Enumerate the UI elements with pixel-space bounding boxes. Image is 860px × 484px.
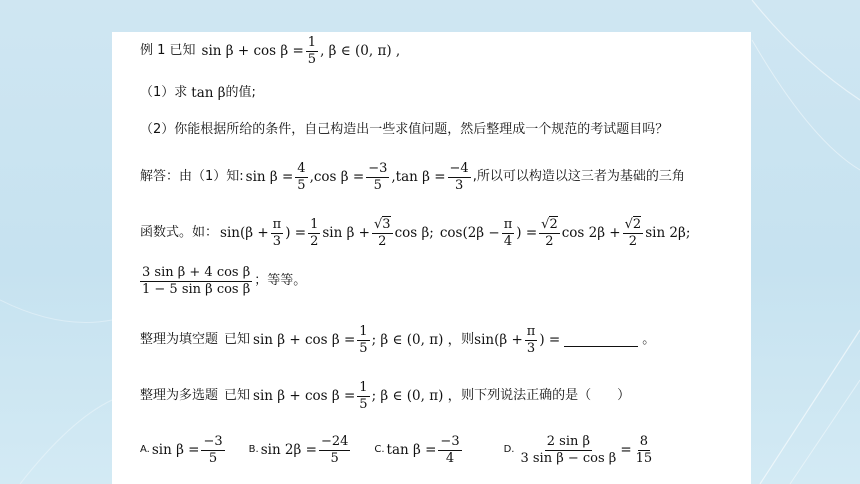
solution-cos-lhs: ,cos β = xyxy=(309,169,365,186)
fill-blank-ask-rhs: ) = xyxy=(539,332,561,349)
part-1-label: （1）求 xyxy=(140,85,188,100)
answer-blank[interactable] xyxy=(564,334,638,347)
example-fraction-denominator: 5 xyxy=(307,51,317,67)
solution-line xyxy=(140,162,685,192)
option-d-equals: = xyxy=(620,442,632,459)
multi-choice-cond-numerator: 1 xyxy=(359,380,368,395)
option-a-label: A. xyxy=(140,444,150,456)
solution-tan-lhs: ,tan β = xyxy=(391,169,446,186)
expr2-pi-denominator: 4 xyxy=(503,233,513,249)
fill-blank-ask-numerator: π xyxy=(526,324,536,339)
example-fraction xyxy=(306,36,318,66)
option-a[interactable] xyxy=(140,435,227,465)
option-c-lhs: tan β = xyxy=(386,442,437,459)
option-d-lhs-fraction xyxy=(518,435,618,465)
solution-cos-fraction xyxy=(366,162,389,192)
option-a-denominator: 5 xyxy=(208,450,218,466)
expr1-sqrt3-numerator: √3 xyxy=(373,217,391,232)
part-1-expression: tan β xyxy=(191,85,226,101)
example-domain: , β ∈ (0, π) , xyxy=(320,43,401,60)
multi-choice-question-text: 则下列说法正确的是（ ） xyxy=(461,388,631,404)
part-1-suffix: 的值; xyxy=(225,85,256,100)
option-d-lhs-denominator: 3 sin β − cos β xyxy=(520,450,617,466)
expr2-sqrt2b-numerator: √2 xyxy=(624,217,642,232)
expr2-pi-fraction xyxy=(502,218,515,248)
expr1-pi-numerator: π xyxy=(272,217,282,232)
expr1-half-denominator: 2 xyxy=(310,233,319,249)
multi-choice-cond-denominator: 5 xyxy=(359,396,368,412)
multi-choice-cond-fraction xyxy=(357,381,369,411)
expr2-lhs: cos(2β − xyxy=(439,225,500,242)
functions-line xyxy=(140,218,690,248)
fill-blank-domain: ; β ∈ (0, π) ， xyxy=(371,332,462,349)
option-d-lhs-numerator: 2 sin β xyxy=(546,434,591,449)
solution-sin-fraction xyxy=(295,162,307,192)
expr2-sin: sin 2β; xyxy=(645,225,691,242)
fill-blank-ask-denominator: 3 xyxy=(526,340,536,356)
expr2-cos: cos 2β + xyxy=(561,225,621,242)
option-b-fraction xyxy=(319,435,350,465)
expr1-lhs: sin(β + xyxy=(220,225,269,242)
option-d-numerator: 8 xyxy=(639,434,649,449)
multi-choice-title: 整理为多选题 xyxy=(140,388,219,404)
option-c[interactable] xyxy=(374,435,463,465)
option-c-numerator: −3 xyxy=(440,434,460,449)
option-b-numerator: −24 xyxy=(320,434,349,449)
fill-blank-cond-lhs: sin β + cos β = xyxy=(253,332,356,349)
expr2-sqrt2a-denominator: 2 xyxy=(545,233,554,249)
expr1-pi-denominator: 3 xyxy=(272,233,282,249)
option-d-label: D. xyxy=(503,444,515,456)
example-condition-lhs: sin β + cos β = xyxy=(201,43,304,60)
fill-blank-given: 已知 xyxy=(224,332,251,348)
option-d[interactable] xyxy=(504,435,657,465)
option-a-lhs: sin β = xyxy=(151,442,200,459)
fill-blank-ask-lhs: sin(β + xyxy=(474,332,523,349)
expr1-mid: ) = xyxy=(285,225,307,242)
solution-sin-lhs: sin β = xyxy=(245,169,294,186)
solution-tan-denominator: 3 xyxy=(454,177,464,193)
expr1-half-fraction xyxy=(308,218,320,248)
example-label: 例 1 已知 xyxy=(140,43,196,59)
multi-choice-given: 已知 xyxy=(224,388,251,404)
fill-blank-question xyxy=(140,325,655,355)
ratio-suffix: ；等等。 xyxy=(254,273,307,289)
option-c-label: C. xyxy=(374,444,385,456)
option-d-fraction xyxy=(634,435,655,465)
expr1-pi-fraction xyxy=(271,218,284,248)
fill-blank-then: 则 xyxy=(461,332,475,348)
expr1-sqrt3-fraction xyxy=(372,218,393,248)
expr2-mid: ) = xyxy=(516,225,538,242)
multi-choice-domain: ; β ∈ (0, π) ， xyxy=(371,388,462,405)
solution-tan-numerator: −4 xyxy=(449,161,469,176)
part-2 xyxy=(140,120,668,140)
fill-blank-cond-numerator: 1 xyxy=(359,324,368,339)
expr2-sqrt2a-radicand: 2 xyxy=(549,217,558,232)
options-row xyxy=(140,435,656,465)
option-b-label: B. xyxy=(248,444,259,456)
solution-cos-numerator: −3 xyxy=(368,161,388,176)
option-c-denominator: 4 xyxy=(445,450,455,466)
solution-sin-denominator: 5 xyxy=(297,177,306,193)
expr2-sqrt2b-fraction xyxy=(623,218,644,248)
document-page xyxy=(112,32,751,484)
solution-sin-numerator: 4 xyxy=(297,161,306,176)
multi-choice-question xyxy=(140,381,630,411)
ratio-denominator: 1 − 5 sin β cos β xyxy=(142,281,251,297)
solution-suffix: ,所以可以构造以这三者为基础的三角 xyxy=(472,169,685,185)
example-statement xyxy=(140,36,400,66)
solution-tan-fraction xyxy=(448,162,471,192)
option-b-lhs: sin 2β = xyxy=(260,442,317,459)
expr1-sin: sin β + xyxy=(322,225,370,242)
expr2-sqrt2a-fraction xyxy=(539,218,560,248)
part-1 xyxy=(140,83,256,103)
multi-choice-cond-lhs: sin β + cos β = xyxy=(253,388,356,405)
solution-cos-denominator: 5 xyxy=(373,177,382,193)
option-a-numerator: −3 xyxy=(203,434,223,449)
example-fraction-numerator: 1 xyxy=(307,35,317,50)
ratio-numerator: 3 sin β + 4 cos β xyxy=(142,265,251,280)
option-c-fraction xyxy=(438,435,461,465)
expr1-sqrt3-denominator: 2 xyxy=(378,233,387,249)
solution-prefix: 解答：由（1）知: xyxy=(140,169,244,185)
option-d-denominator: 15 xyxy=(635,450,653,466)
expr2-sqrt2b-radicand: 2 xyxy=(632,217,642,232)
ratio-fraction xyxy=(140,266,252,296)
expr2-pi-numerator: π xyxy=(503,217,513,232)
fill-blank-title: 整理为填空题 xyxy=(140,332,219,348)
part-2-text: （2）你能根据所给的条件，自己构造出一些求值问题，然后整理成一个规范的考试题目吗？ xyxy=(140,122,669,137)
expr2-sqrt2b-denominator: 2 xyxy=(628,233,638,249)
fill-blank-cond-denominator: 5 xyxy=(359,340,368,356)
expr1-half-numerator: 1 xyxy=(310,217,319,232)
expr1-cos: cos β; xyxy=(394,225,434,242)
option-b-denominator: 5 xyxy=(330,450,339,466)
fill-blank-cond-fraction xyxy=(357,325,369,355)
fill-blank-ask-fraction xyxy=(525,325,538,355)
expr1-sqrt3-radicand: 3 xyxy=(382,217,391,232)
option-b[interactable] xyxy=(249,435,353,465)
expr2-sqrt2a-numerator: √2 xyxy=(541,217,558,232)
option-a-fraction xyxy=(201,435,224,465)
ratio-line xyxy=(140,266,306,296)
fill-blank-end: 。 xyxy=(642,332,656,348)
functions-prefix: 函数式。如： xyxy=(140,225,219,241)
